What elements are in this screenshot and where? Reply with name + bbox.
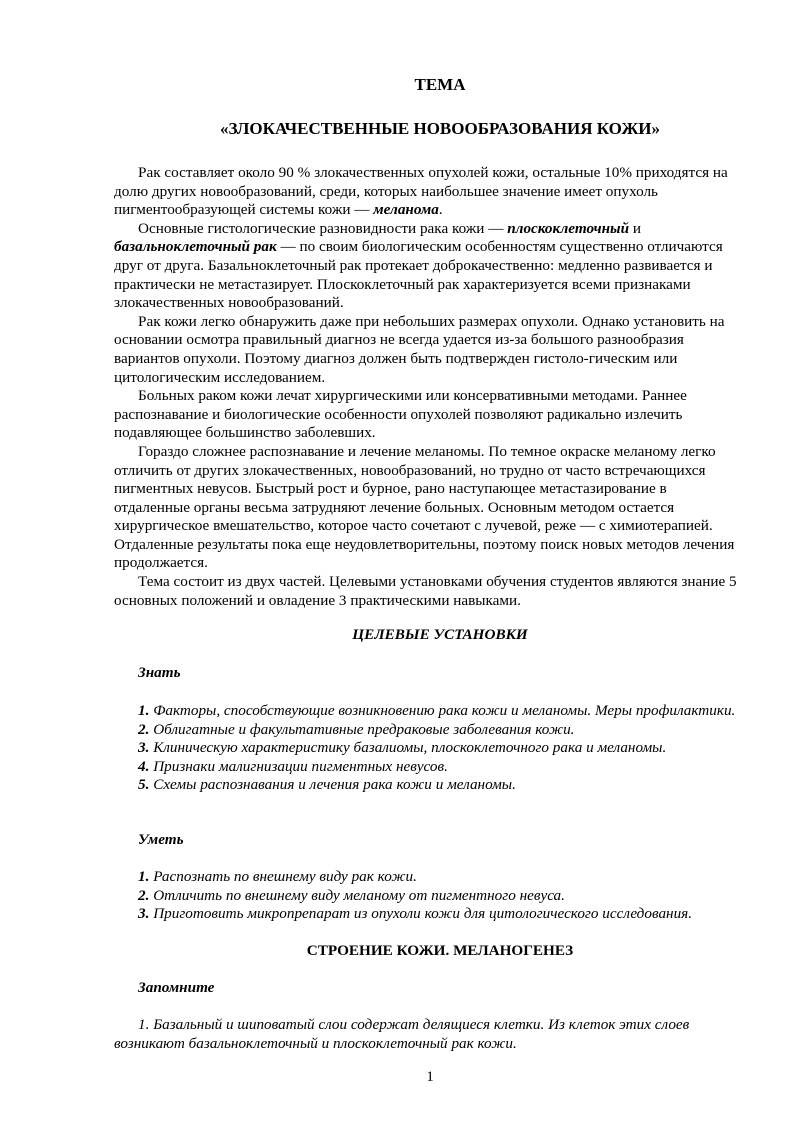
item-text: Факторы, способствующие возникновению рака кожи и меланомы. Меры профилактики.	[149, 702, 736, 719]
list-item	[114, 702, 754, 721]
item-text: Отличить по внешнему виду меланому от пигментного невуса.	[149, 886, 565, 904]
item-number: 2.	[138, 720, 150, 738]
paragraph-2-text-c: и	[629, 219, 641, 237]
page-number: 1	[426, 1068, 434, 1085]
paragraph-5: Гораздо сложнее распознавание и лечение меланомы. По темное окраске меланому легко отличить от других злокачественных, новообразований, но трудно от часто встречающихся пигментных невусов. Быстрый рост и бурное, рано наступающее метастазирование в отдаленные органы весьма затрудняют лечение больных. Основным методом остается хирургическое вмешательство, которое часто сочетают с лучевой, реже — с химиотерапией. Отдаленные результаты пока еще неудовлетворительны, поэтому поиск новых методов лечения продолжается.	[114, 442, 735, 572]
item-text: Распознать по внешнему виду рак кожи.	[149, 868, 417, 885]
remember-list	[114, 1016, 754, 1053]
item-number: 4.	[138, 757, 150, 775]
term-basal: базальноклеточный рак	[114, 238, 277, 256]
item-number: 5.	[138, 776, 150, 794]
paragraph-6: Тема состоит из двух частей. Целевыми установками обучения студентов являются знание 5 основных положений и овладение 3 практическими навыками.	[114, 573, 737, 609]
document-title: ТЕМА	[414, 75, 466, 94]
list-item	[114, 868, 754, 887]
structure-heading: СТРОЕНИЕ КОЖИ. МЕЛАНОГЕНЕЗ	[306, 942, 574, 959]
item-number: 1.	[138, 1016, 150, 1033]
item-text: Приготовить микропрепарат из опухоли кожи для цитологического исследования.	[149, 905, 693, 923]
paragraph-1-end: .	[438, 201, 443, 219]
paragraph-2-text-a: Основные гистологические разновидности рака кожи —	[138, 219, 508, 237]
list-item	[114, 739, 754, 758]
targets-heading: ЦЕЛЕВЫЕ УСТАНОВКИ	[352, 626, 528, 643]
item-number: 1.	[138, 702, 150, 719]
list-item	[114, 1016, 754, 1053]
paragraph-1-text: Рак составляет около 90 % злокачественных опухолей кожи, остальные 10% приходятся на долю других новообразований, среди, которых наибольшее значение имеет опухоль пигментообразующей системы кожи —	[114, 164, 728, 219]
paragraph-2-text-e: — по своим биологическим особенностям существенно отличаются друг от друга. Базальноклеточный рак протекает доброкачественно: медленно развивается и практически не метастазирует. Плоскоклеточный рак характеризуется всеми признаками злокачественных новообразований.	[114, 238, 723, 312]
paragraph-2	[114, 220, 742, 313]
item-number: 3.	[138, 905, 150, 923]
paragraph-1	[114, 164, 742, 220]
know-label: Знать	[138, 664, 181, 681]
remember-label: Запомните	[138, 979, 215, 996]
item-text: Базальный и шиповатый слои содержат делящиеся клетки. Из клеток этих слоев возникают базальноклеточный и плоскоклеточный рак кожи.	[114, 1016, 690, 1052]
item-number: 1.	[138, 868, 150, 885]
able-label: Уметь	[138, 831, 184, 848]
intro-text	[114, 164, 742, 610]
term-squamous: плоскоклеточный	[507, 219, 630, 237]
item-text: Признаки малигнизации пигментных невусов.	[149, 757, 448, 775]
paragraph-3: Рак кожи легко обнаружить даже при небольших размерах опухоли. Однако установить на основании осмотра правильный диагноз не всегда удается из-за большого разнообразия вариантов опухоли. Поэтому диагноз должен быть подтвержден гистоло-гическим или цитологическим исследованием.	[114, 312, 725, 386]
item-number: 2.	[138, 886, 150, 904]
item-text: Схемы распознавания и лечения рака кожи и меланомы.	[149, 776, 516, 794]
know-list	[114, 702, 754, 795]
term-melanoma: меланома	[373, 201, 439, 219]
list-item	[114, 758, 754, 777]
paragraph-4: Больных раком кожи лечат хирургическими или консервативными методами. Раннее распознавание и биологические особенности опухолей позволяют радикально излечить подавляющее большинство заболевших.	[114, 387, 687, 442]
item-text: Облигатные и факультативные предраковые заболевания кожи.	[149, 720, 575, 738]
document-subtitle: «ЗЛОКАЧЕСТВЕННЫЕ НОВООБРАЗОВАНИЯ КОЖИ»	[220, 119, 660, 138]
list-item	[114, 721, 754, 740]
list-item	[114, 905, 754, 924]
able-list	[114, 868, 754, 924]
item-text: Клиническую характеристику базалиомы, плоскоклеточного рака и меланомы.	[149, 739, 667, 757]
list-item	[114, 887, 754, 906]
list-item	[114, 776, 754, 795]
item-number: 3.	[138, 739, 150, 757]
